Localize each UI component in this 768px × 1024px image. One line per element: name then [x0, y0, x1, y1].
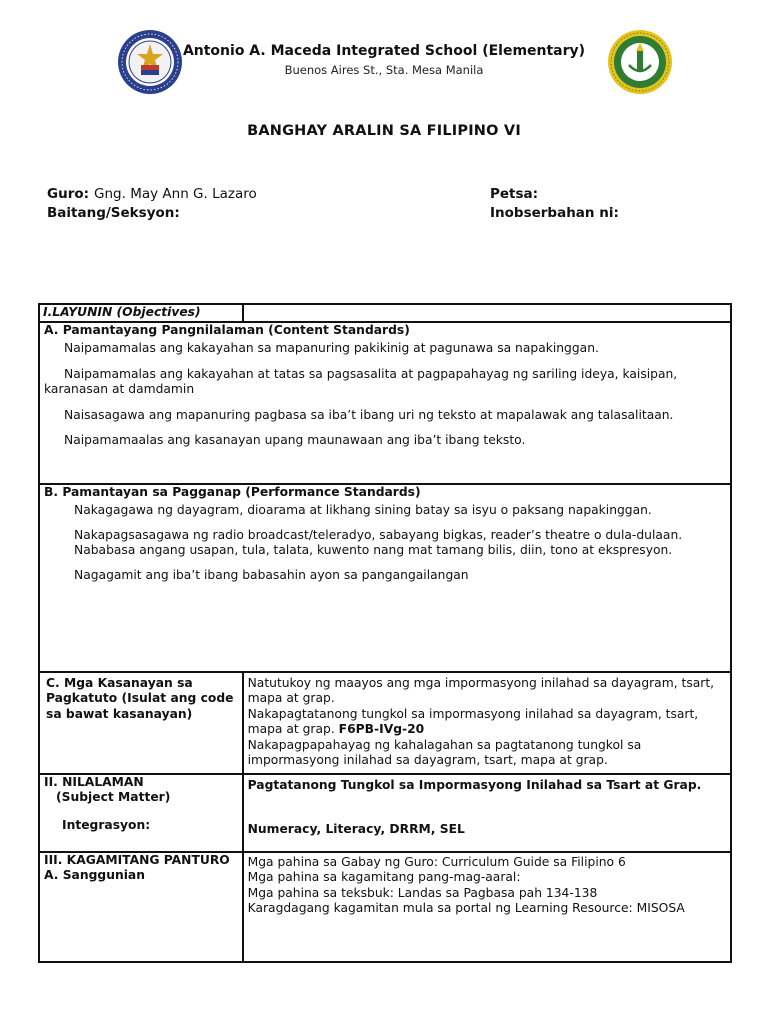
document-title: BANGHAY ARALIN SA FILIPINO VI [247, 123, 521, 139]
observer-line [490, 205, 619, 221]
materials-sublabel: A. Sanggunian [44, 868, 145, 882]
objectives-header-blank [243, 304, 731, 322]
competencies-label-cell [39, 672, 243, 774]
competency-line [248, 707, 726, 738]
performance-standard-item: Nababasa angang usapan, tula, talata, kuwento nang mat tamang bilis, diin, tono at ekspresyon. [74, 543, 673, 557]
performance-standards-row [39, 484, 731, 672]
content-standard-item: Naipamamaalas ang kasanayan upang maunawaan ang iba’t ibang teksto. [64, 433, 526, 447]
materials-label: III. KAGAMITANG PANTURO [44, 852, 230, 867]
teacher-line [47, 186, 257, 202]
competency-line: Nakapagpapahayag ng kahalagahan sa pagtatanong tungkol sa impormasyong inilahad sa dayagram, tsart, mapa at grap. [247, 737, 642, 767]
integration-value: Numeracy, Literacy, DRRM, SEL [247, 822, 465, 836]
content-standards-row [39, 322, 731, 484]
observer-label: Inobserbahan ni: [490, 205, 619, 221]
content-standard-item: Naisasagawa ang mapanuring pagbasa sa iba’t ibang uri ng teksto at mapalawak ang talasalitaan. [64, 407, 674, 422]
date-line [490, 186, 538, 202]
deped-seal-logo [117, 29, 183, 95]
reference-item: Mga pahina sa Gabay ng Guro: Curriculum Guide sa Filipino 6 [247, 854, 626, 869]
materials-label-cell [39, 852, 243, 962]
competency-code: F6PB-IVg-20 [338, 722, 425, 736]
performance-standards-cell [39, 484, 731, 672]
performance-standard-item: Nakagagawa ng dayagram, dioarama at likhang sining batay sa isyu o paksang napakinggan. [74, 503, 652, 517]
objectives-header-row [39, 304, 731, 322]
competency-text: Nakapagtatanong tungkol sa impormasyong inilahad sa dayagram, tsart, mapa at grap. [247, 706, 699, 736]
school-seal-logo [607, 29, 673, 95]
reference-item: Mga pahina sa teksbuk: Landas sa Pagbasa pah 134-138 [247, 885, 598, 900]
competencies-label: C. Mga Kasanayan sa Pagkatuto (Isulat ang code sa bawat kasanayan) [46, 675, 234, 721]
subject-matter-sublabel: (Subject Matter) [56, 790, 171, 804]
subject-topic: Pagtatanong Tungkol sa Impormasyong Inilahad sa Tsart at Grap. [247, 777, 702, 792]
materials-row [39, 852, 731, 962]
teacher-name: Gng. May Ann G. Lazaro [94, 186, 257, 202]
competency-line: Natutukoy ng maayos ang mga impormasyong inilahad sa dayagram, tsart, mapa at grap. [247, 675, 715, 705]
reference-item: Mga pahina sa kagamitang pang-mag-aaral: [247, 870, 521, 884]
subject-matter-label: II. NILALAMAN [44, 774, 144, 789]
objectives-header: I.LAYUNIN (Objectives) [39, 304, 243, 322]
lesson-plan-table [38, 303, 732, 963]
reference-item: Karagdagang kagamitan mula sa portal ng Learning Resource: MISOSA [247, 901, 685, 915]
content-standards-cell [39, 322, 731, 484]
grade-section-label: Baitang/Seksyon: [47, 205, 180, 221]
teacher-label: Guro: [47, 186, 90, 202]
materials-content-cell [243, 852, 731, 962]
grade-section-line [47, 205, 180, 221]
subject-matter-row [39, 774, 731, 852]
competencies-content-cell [243, 672, 731, 774]
date-label: Petsa: [490, 186, 539, 202]
subject-matter-label-cell [39, 774, 243, 852]
content-standards-title: A. Pamantayang Pangnilalaman (Content Standards) [44, 322, 410, 337]
school-address: Buenos Aires St., Sta. Mesa Manila [284, 63, 484, 77]
school-name: Antonio A. Maceda Integrated School (Elementary) [182, 43, 586, 59]
subject-matter-content-cell [243, 774, 731, 852]
performance-standard-item: Nakapagsasagawa ng radio broadcast/teleradyo, sabayang bigkas, reader’s theatre o dula-dulaan. [74, 527, 683, 542]
content-standard-item: Naipamamalas ang kakayahan sa mapanuring pakikinig at pagunawa sa napakinggan. [64, 341, 599, 355]
integration-label: Integrasyon: [62, 817, 151, 832]
performance-standards-title: B. Pamantayan sa Pagganap (Performance Standards) [44, 484, 421, 499]
content-standard-item: Naipamamalas ang kakayahan at tatas sa pagsasalita at pagpapahayag ng sariling ideya, kaisipan, karanasan at damdamin [44, 366, 678, 396]
competencies-row [39, 672, 731, 774]
performance-standard-item: Nagagamit ang iba’t ibang babasahin ayon sa pangangailangan [74, 567, 469, 582]
